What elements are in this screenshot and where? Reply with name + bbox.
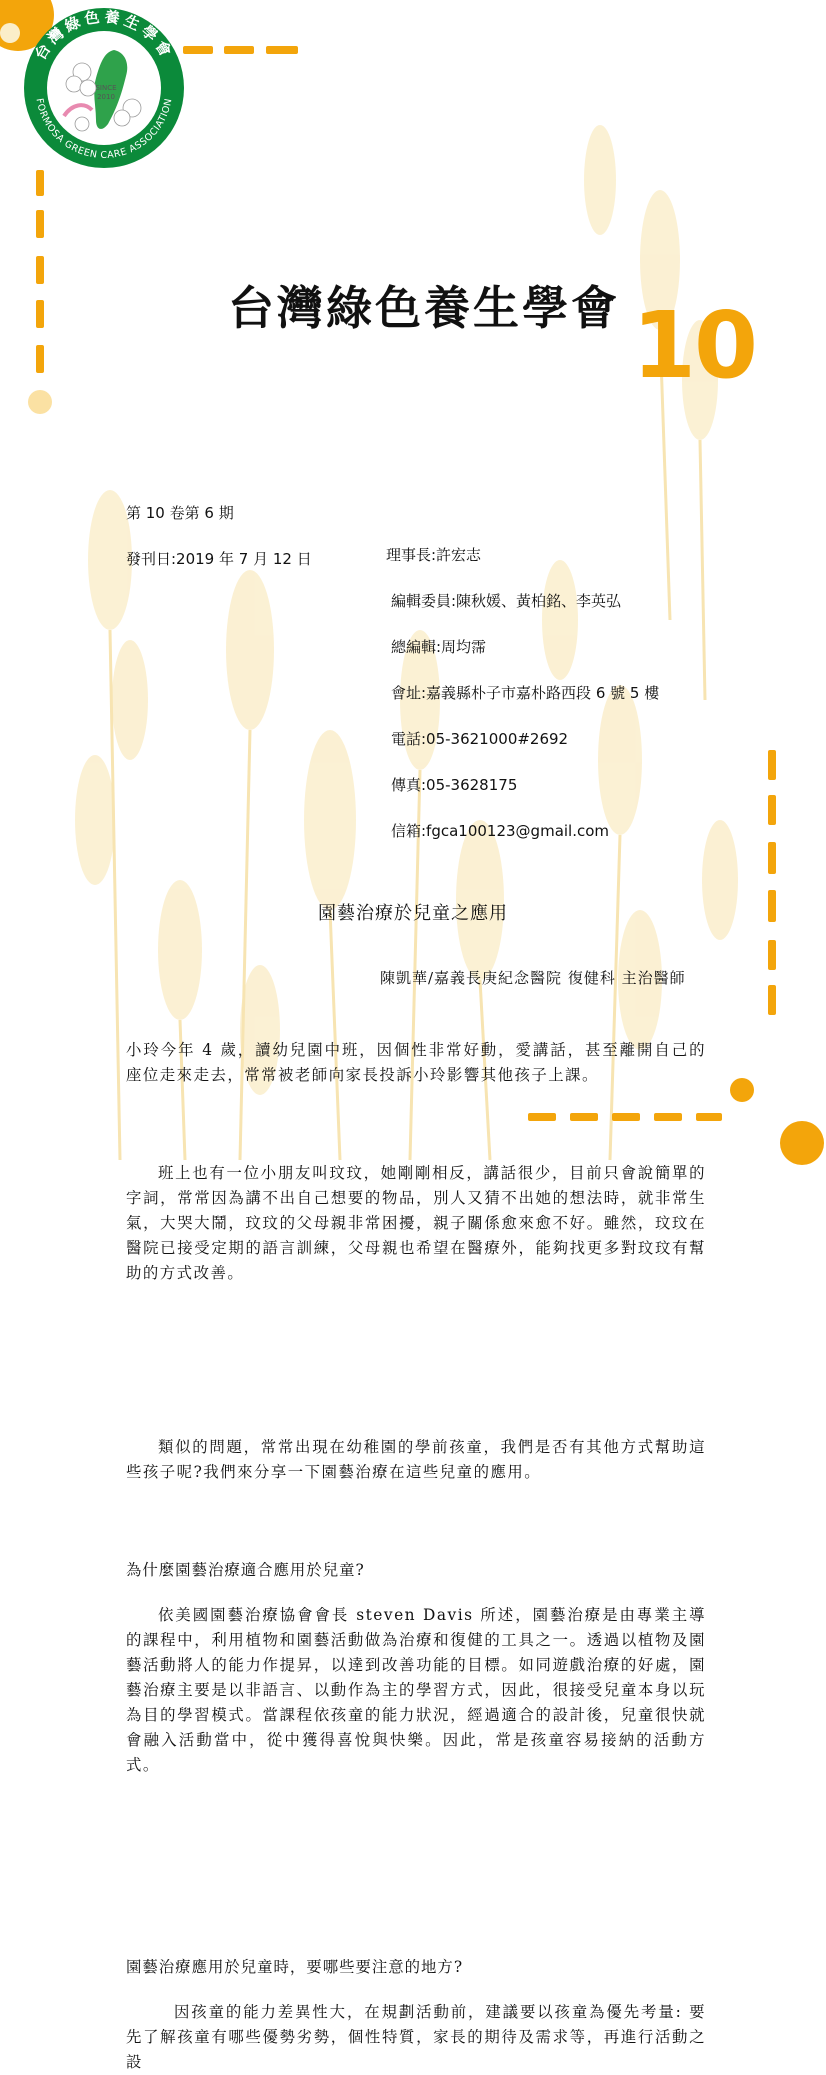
section-heading-2: 園藝治療應用於兒童時，要哪些要注意的地方? [126,1958,464,1976]
editors-info: 編輯委員:陳秋媛、黃柏銘、李英弘 [391,592,622,610]
logo-since-badge [86,84,126,102]
logo-since-label: SINCE [95,84,117,92]
address-info: 會址:嘉義縣朴子市嘉朴路西段 6 號 5 樓 [391,684,660,702]
email-info: 信箱:fgca100123@gmail.com [391,822,610,840]
article-author: 陳凱華/嘉義長庚紀念醫院 復健科 主治醫師 [380,969,686,987]
logo-arc-text: 台灣綠色養生學會 [31,7,177,64]
section-body-2: 因孩童的能力差異性大，在規劃活動前，建議要以孩童為優先考量: 要先了解孩童有哪些優勢劣勢，個性特質，家長的期待及需求等，再進行活動之設 [126,2003,706,2071]
article-paragraph-2: 班上也有一位小朋友叫玟玟，她剛剛相反，講話很少，目前只會說簡單的字詞，常常因為講不出自己想要的物品，別人又猜不出她的想法時，就非常生氣，大哭大鬧，玟玟的父母親非常困擾，親子關係愈來愈不好。雖然，玟玟在醫院已接受定期的語言訓練，父母親也希望在醫療外，能夠找更多對玟玟有幫助的方式改善。 [126,1164,706,1282]
article-paragraph-1: 小玲今年 4 歲，讀幼兒園中班，因個性非常好動，愛講話，甚至離開自己的座位走來走去，常常被老師向家長投訴小玲影響其他孩子上課。 [126,1041,706,1084]
logo-bottom-text: FORMOSA GREEN CARE ASSOCIATION [33,97,175,162]
volume-info: 第 10 卷第 6 期 [126,504,234,522]
chief-editor-info: 總編輯:周均霈 [391,638,487,656]
article-title: 園藝治療於兒童之應用 [318,903,508,924]
newsletter-title: 台灣綠色養生學會 [228,281,620,335]
section-body-1: 依美國園藝治療協會會長 steven Davis 所述，園藝治療是由專業主導的課程中，利用植物和園藝活動做為治療和復健的工具之一。透過以植物及園藝活動將人的能力作提昇，以達到改善功能的目標。如同遊戲治療的好處，園藝治療主要是以非語言、以動作為主的學習方式，因此，很接受兒童本身以玩為目的學習模式。當課程依孩童的能力狀況，經過適合的設計後，兒童很快就會融入活動當中，從中獲得喜悅與快樂。因此，常是孩童容易接納的活動方式。 [126,1606,706,1774]
issue-number: 10 [632,292,757,399]
publish-date: 發刊日:2019 年 7 月 12 日 [126,550,312,568]
article-paragraph-3: 類似的問題，常常出現在幼稚園的學前孩童，我們是否有其他方式幫助這些孩子呢?我們來分享一下園藝治療在這些兒童的應用。 [126,1438,706,1481]
chair-info: 理事長:許宏志 [386,546,482,564]
association-logo [22,6,186,170]
section-heading-1: 為什麼園藝治療適合應用於兒童? [126,1561,365,1579]
logo-since-year: 2010 [97,93,115,101]
phone-info: 電話:05-3621000#2692 [391,730,569,748]
fax-info: 傳真:05-3628175 [391,776,518,794]
